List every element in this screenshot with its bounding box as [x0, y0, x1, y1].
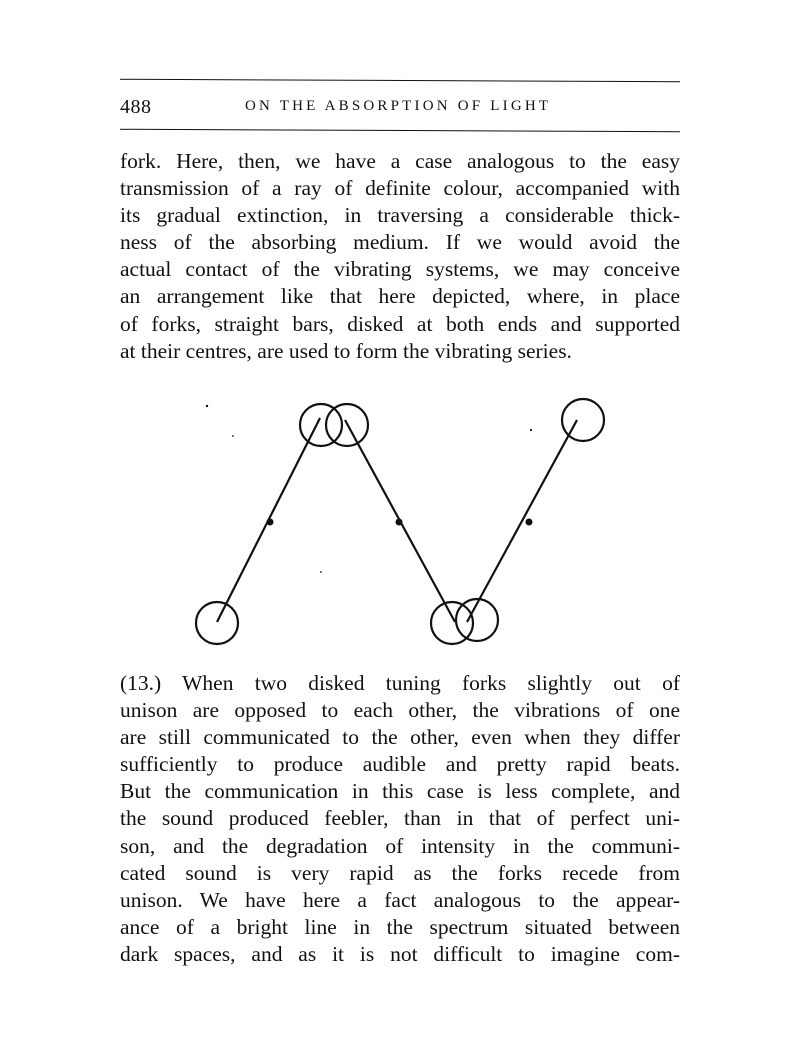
- text-line: the sound produced feebler, than in that of perfect uni-: [120, 806, 680, 831]
- text-line: sufficiently to produce audible and pretty rapid beats.: [120, 752, 680, 777]
- running-head: ON THE ABSORPTION OF LIGHT: [245, 98, 552, 114]
- disked-bars-figure: [185, 390, 625, 660]
- support-point-right: [526, 519, 533, 526]
- disked-bars-icon: [185, 390, 625, 660]
- text-line: dark spaces, and as it is not difficult to imagine com-: [120, 941, 680, 966]
- text-line: of forks, straight bars, disked at both ends and supported: [120, 311, 680, 336]
- text-line: son, and the degradation of intensity in the communi-: [120, 833, 680, 858]
- text-line: (13.) When two disked tuning forks slightly out of: [120, 671, 680, 695]
- text-line: its gradual extinction, in traversing a considerable thick-: [120, 203, 680, 228]
- page-number: 488: [120, 96, 152, 118]
- text-line: at their centres, are used to form the vibrating series.: [120, 338, 572, 363]
- support-point-left: [267, 519, 274, 526]
- header-rule-bottom: [120, 129, 680, 132]
- text-line: an arrangement like that here depicted, where, in place: [120, 284, 680, 309]
- text-line: unison. We have here a fact analogous to the appear-: [120, 887, 680, 912]
- text-line: unison are opposed to each other, the vibrations of one: [120, 698, 680, 723]
- disk-top-right: [562, 399, 604, 441]
- text-line: ance of a bright line in the spectrum situated between: [120, 914, 680, 939]
- text-line: But the communication in this case is less complete, and: [120, 779, 680, 804]
- disk-top-left: [300, 404, 342, 446]
- text-line: fork. Here, then, we have a case analogous to the easy: [120, 149, 680, 173]
- bar-right: [467, 420, 577, 622]
- page-header: [120, 90, 680, 122]
- disk-bottom-left: [196, 602, 238, 644]
- text-line: are still communicated to the other, even when they differ: [120, 725, 680, 750]
- paragraph-1: [120, 148, 680, 365]
- text-line: transmission of a ray of definite colour, accompanied with: [120, 176, 680, 201]
- text-line: ness of the absorbing medium. If we would avoid the: [120, 230, 680, 255]
- text-line: cated sound is very rapid as the forks recede from: [120, 860, 680, 885]
- support-point-middle: [396, 519, 403, 526]
- text-line: actual contact of the vibrating systems, we may conceive: [120, 257, 680, 282]
- header-rule-top: [120, 79, 680, 82]
- paragraph-2: [120, 670, 680, 968]
